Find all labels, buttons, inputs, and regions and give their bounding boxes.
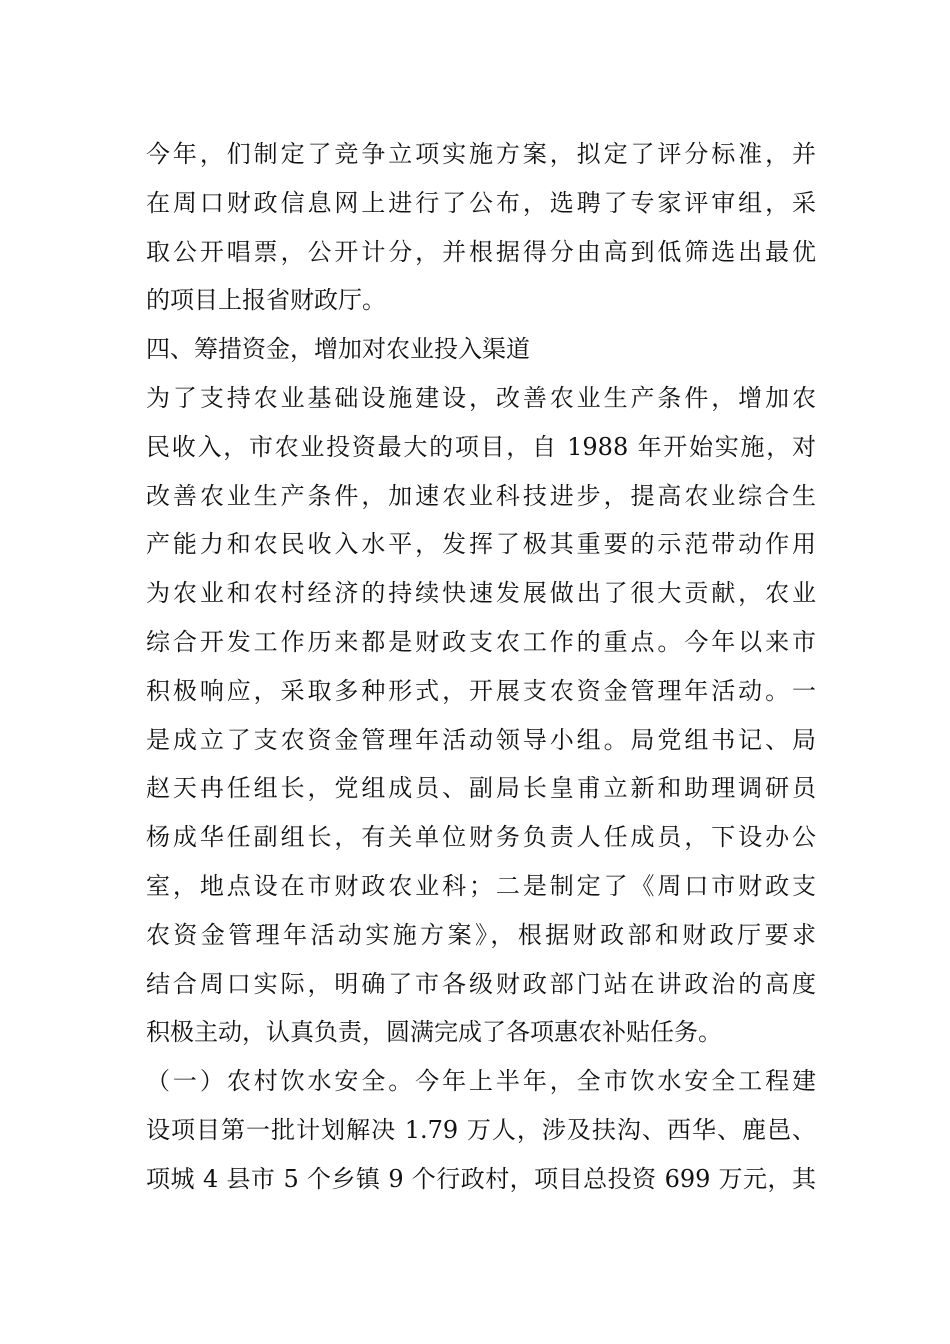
- text-line: 结合周口实际，明确了市各级财政部门站在讲政治的高度: [146, 969, 816, 998]
- text-line: 的项目上报省财政厅。: [146, 286, 386, 315]
- text-line: 积极响应，采取多种形式，开展支农资金管理年活动。一: [146, 676, 816, 705]
- text-line: 杨成华任副组长，有关单位财务负责人任成员，下设办公: [146, 823, 816, 852]
- text-line: 产能力和农民收入水平，发挥了极其重要的示范带动作用: [146, 530, 816, 559]
- text-line: 项城 4 县市 5 个乡镇 9 个行政村，项目总投资 699 万元，其: [146, 1164, 816, 1193]
- text-line: 改善农业生产条件，加速农业科技进步，提高农业综合生: [146, 481, 816, 510]
- text-line: 今年，们制定了竞争立项实施方案，拟定了评分标准，并: [146, 140, 816, 168]
- text-line: 为了支持农业基础设施建设，改善农业生产条件，增加农: [146, 383, 816, 412]
- text-line: 室，地点设在市财政农业科；二是制定了《周口市财政支: [146, 871, 816, 900]
- text-line: 综合开发工作历来都是财政支农工作的重点。今年以来市: [146, 627, 816, 656]
- text-line: 取公开唱票，公开计分，并根据得分由高到低筛选出最优: [146, 237, 816, 266]
- body-text: [146, 130, 816, 1204]
- text-line: 农资金管理年活动实施方案》，根据财政部和财政厅要求: [146, 920, 816, 949]
- text-line: 是成立了支农资金管理年活动领导小组。局党组书记、局: [146, 725, 816, 754]
- text-line: 赵天冉任组长，党组成员、副局长皇甫立新和助理调研员: [146, 774, 816, 803]
- text-line: 民收入，市农业投资最大的项目，自 1988 年开始实施，对: [146, 432, 816, 461]
- text-line: 在周口财政信息网上进行了公布，选聘了专家评审组，采: [146, 188, 816, 217]
- text-line: 为农业和农村经济的持续快速发展做出了很大贡献，农业: [146, 579, 816, 608]
- text-line: 四、筹措资金，增加对农业投入渠道: [146, 335, 530, 364]
- text-line: 积极主动，认真负责，圆满完成了各项惠农补贴任务。: [146, 1018, 722, 1047]
- text-line: （一）农村饮水安全。今年上半年，全市饮水安全工程建: [146, 1067, 816, 1096]
- text-line: 设项目第一批计划解决 1.79 万人，涉及扶沟、西华、鹿邑、: [146, 1115, 816, 1144]
